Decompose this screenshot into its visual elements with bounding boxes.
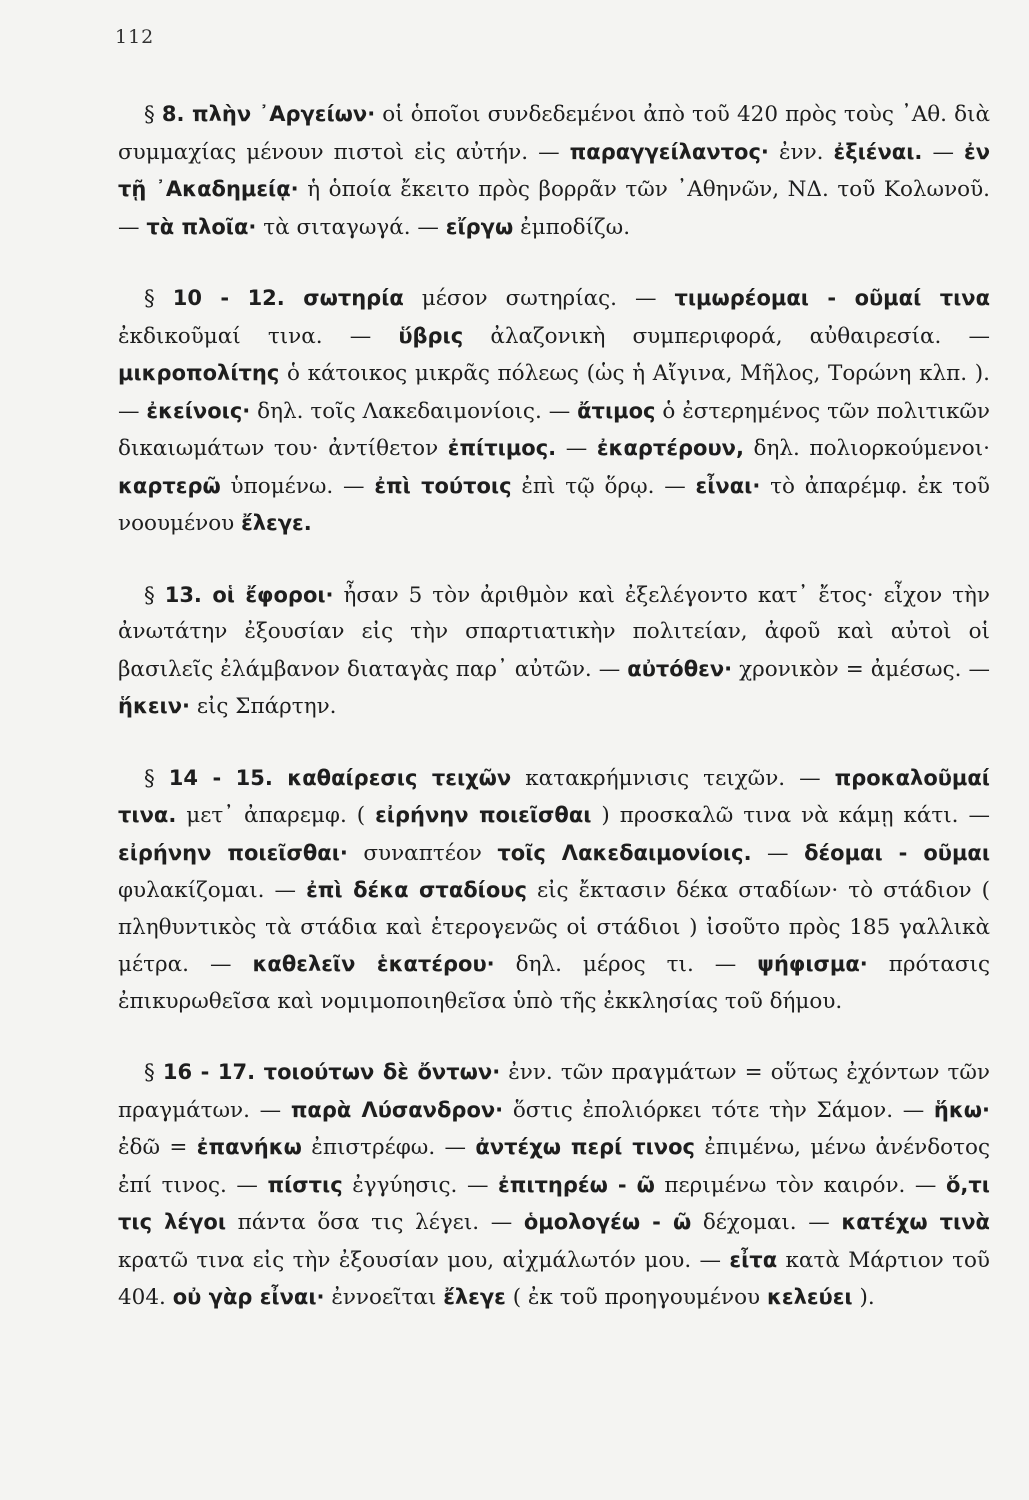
- gloss-text: —: [556, 436, 597, 461]
- headword: εἶναι·: [695, 473, 761, 498]
- headword: μικροπολίτης: [118, 361, 280, 385]
- gloss-text: —: [922, 139, 964, 165]
- headword: 8. πλὴν ᾿Αργείων·: [161, 102, 376, 126]
- gloss-text: μετ᾿ ἀπαρεμφ. (: [176, 803, 376, 828]
- gloss-text: δηλ. τοῖς Λακεδαιμονίοις. —: [250, 398, 578, 424]
- headword: ἐν τῇ ᾿Ακαδημείᾳ·: [118, 139, 990, 201]
- headword: πίστις: [267, 1172, 343, 1197]
- headword: ὕβρις: [398, 323, 464, 348]
- gloss-text: δέχομαι. —: [691, 1210, 842, 1235]
- gloss-text: ὁ κάτοικος μικρᾶς πόλεως (ὡς ἡ Αἴγινα, Μῆλος, Τορώνη κλπ. ). —: [118, 361, 990, 424]
- headword: 10 - 12. σωτηρία: [172, 286, 404, 310]
- gloss-text: ) προσκαλῶ τινα νὰ κάμῃ κάτι. —: [591, 803, 990, 828]
- headword: 14 - 15. καθαίρεσις τειχῶν: [168, 765, 512, 790]
- headword: αὐτόθεν·: [627, 656, 733, 681]
- headword: ἐπὶ δέκα σταδίους: [306, 878, 527, 902]
- headword: ἐπιτηρέω - ῶ: [498, 1172, 655, 1197]
- gloss-text: §: [144, 1060, 163, 1085]
- headword: ἐπὶ τούτοις: [374, 473, 512, 498]
- headword: οὐ γὰρ εἶναι·: [172, 1285, 325, 1309]
- gloss-text: τὰ σιταγωγά. —: [256, 214, 446, 240]
- gloss-text: §: [144, 582, 165, 608]
- gloss-text: ἐπὶ τῷ ὅρῳ. —: [511, 473, 696, 499]
- gloss-text: πρότασις ἐπικυρωθεῖσα καὶ νομιμοποιηθεῖσα ὑπὸ τῆς ἐκκλησίας τοῦ δήμου.: [118, 952, 990, 1014]
- headword: ἔλεγε: [443, 1285, 506, 1309]
- headword: τὰ πλοῖα·: [146, 214, 257, 239]
- headword: ἔλεγε.: [241, 511, 312, 535]
- headword: 13. οἱ ἔφοροι·: [164, 582, 334, 607]
- gloss-text: ).: [852, 1285, 875, 1310]
- gloss-text: εἰς ἔκτασιν δέκα σταδίων· τὸ στάδιον ( πληθυντικὸς τὰ στάδια καὶ ἑτερογενῶς οἱ στάδιοι ) ἰσοῦτο πρὸς 185 γαλλικὰ μέτρα. —: [118, 878, 991, 977]
- gloss-text: ἐπιμένω, μένω ἀνένδοτος ἐπί τινος. —: [118, 1135, 990, 1198]
- commentary-body: [118, 96, 990, 1351]
- paragraph-section-16-17: [118, 1054, 990, 1317]
- gloss-text: πάντα ὅσα τις λέγει. —: [226, 1210, 524, 1235]
- headword: ἄτιμος: [577, 398, 656, 423]
- headword: εἴργω: [445, 214, 514, 239]
- gloss-text: ἐμποδίζω.: [513, 214, 631, 240]
- gloss-text: χρονικὸν = ἀμέσως. —: [732, 656, 990, 682]
- headword: ἀντέχω περί τινος: [475, 1135, 695, 1159]
- gloss-text: ἐνν.: [768, 139, 834, 165]
- gloss-text: ὑπομένω. —: [220, 473, 375, 499]
- page-number: 112: [115, 26, 155, 48]
- gloss-text: §: [144, 286, 173, 311]
- gloss-text: —: [751, 840, 805, 866]
- gloss-text: ἐννοεῖται: [324, 1285, 444, 1310]
- gloss-text: ἐκδικοῦμαί τινα. —: [118, 323, 399, 349]
- headword: τιμωρέομαι - οῦμαί τινα: [674, 286, 991, 310]
- gloss-text: ἐπιστρέφω. —: [301, 1135, 476, 1160]
- headword: παρὰ Λύσανδρον·: [290, 1097, 504, 1122]
- gloss-text: οἱ ὁποῖοι συνδεδεμένοι ἀπὸ τοῦ 420 πρὸς τοὺς ᾿Αθ. διὰ συμμαχίας μένουν πιστοὶ εἰς αὐτήν. —: [118, 102, 990, 165]
- headword: εἰρήνην ποιεῖσθαι: [375, 803, 592, 827]
- gloss-text: ἦσαν 5 τὸν ἀριθμὸν καὶ ἐξελέγοντο κατ᾿ ἔτος· εἶχον τὴν ἀνωτάτην ἐξουσίαν εἰς τὴν σπαρτιατικὴν πολιτείαν, ἀφοῦ καὶ αὐτοὶ οἱ βασιλεῖς ἐλάμβανον διαταγὰς παρ᾿ αὐτῶν. —: [118, 582, 990, 682]
- gloss-text: εἰς Σπάρτην.: [190, 694, 337, 719]
- paragraph-section-14-15: [118, 760, 990, 1021]
- gloss-text: κατὰ Μάρτιον τοῦ 404.: [118, 1247, 990, 1310]
- headword: παραγγείλαντος·: [569, 139, 769, 164]
- headword: τοῖς Λακεδαιμονίοις.: [497, 840, 752, 865]
- headword: κελεύει: [766, 1285, 853, 1309]
- headword: ὅ,τι τις λέγοι: [118, 1172, 990, 1234]
- gloss-text: ἐδῶ =: [118, 1135, 197, 1160]
- gloss-text: ( ἐκ τοῦ προηγουμένου: [505, 1285, 767, 1310]
- gloss-text: §: [144, 102, 162, 127]
- headword: εἰρήνην ποιεῖσθαι·: [118, 840, 348, 865]
- gloss-text: συναπτέον: [347, 840, 498, 866]
- headword: ψήφισμα·: [757, 952, 868, 976]
- gloss-text: ἐνν. τῶν πραγμάτων = οὕτως ἐχόντων τῶν πραγμάτων. —: [118, 1060, 990, 1123]
- headword: δέομαι - οῦμαι: [804, 840, 991, 865]
- headword: ὁμολογέω - ῶ: [523, 1210, 692, 1234]
- gloss-text: ὅστις ἐπολιόρκει τότε τὴν Σάμον. —: [503, 1097, 934, 1123]
- headword: καρτερῶ: [118, 473, 221, 498]
- gloss-text: δηλ. μέρος τι. —: [494, 952, 758, 977]
- headword: ἐξιέναι.: [833, 139, 923, 164]
- gloss-text: ἀλαζονικὴ συμπεριφορά, αὐθαιρεσία. —: [463, 323, 990, 349]
- gloss-text: φυλακίζομαι. —: [118, 878, 307, 903]
- gloss-text: §: [144, 765, 169, 791]
- gloss-text: τὸ ἀπαρέμφ. ἐκ τοῦ νοουμένου: [118, 473, 990, 536]
- gloss-text: κρατῶ τινα εἰς τὴν ἐξουσίαν μου, αἰχμάλωτόν μου. —: [118, 1247, 730, 1273]
- headword: εἶτα: [729, 1247, 778, 1272]
- paragraph-section-8: [118, 96, 990, 246]
- gloss-text: ὁ ἐστερημένος τῶν πολιτικῶν δικαιωμάτων του· ἀντίθετον: [118, 398, 990, 461]
- paragraph-section-10-12: [118, 280, 990, 543]
- headword: ἐπίτιμος.: [447, 436, 557, 460]
- headword: ἥκω·: [933, 1097, 990, 1122]
- gloss-text: κατακρήμνισις τειχῶν. —: [511, 765, 835, 791]
- headword: προκαλοῦμαί τινα.: [118, 765, 990, 827]
- headword: ἐκείνοις·: [146, 398, 251, 423]
- headword: ἐκαρτέρουν,: [596, 436, 744, 460]
- paragraph-section-13: [118, 577, 990, 726]
- headword: 16 - 17. τοιούτων δὲ ὄντων·: [162, 1060, 501, 1084]
- headword: ἐπανήκω: [196, 1135, 302, 1159]
- gloss-text: ἐγγύησις. —: [342, 1172, 499, 1198]
- gloss-text: ἡ ὁποία ἔκειτο πρὸς βορρᾶν τῶν ᾿Αθηνῶν, ΝΔ. τοῦ Κολωνοῦ. —: [118, 177, 990, 240]
- headword: κατέχω τινὰ: [841, 1210, 990, 1234]
- headword: ἥκειν·: [118, 694, 191, 718]
- gloss-text: μέσον σωτηρίας. —: [403, 286, 675, 311]
- gloss-text: δηλ. πολιορκούμενοι·: [743, 436, 990, 461]
- headword: καθελεῖν ἑκατέρου·: [252, 952, 495, 976]
- gloss-text: περιμένω τὸν καιρόν. —: [654, 1172, 946, 1198]
